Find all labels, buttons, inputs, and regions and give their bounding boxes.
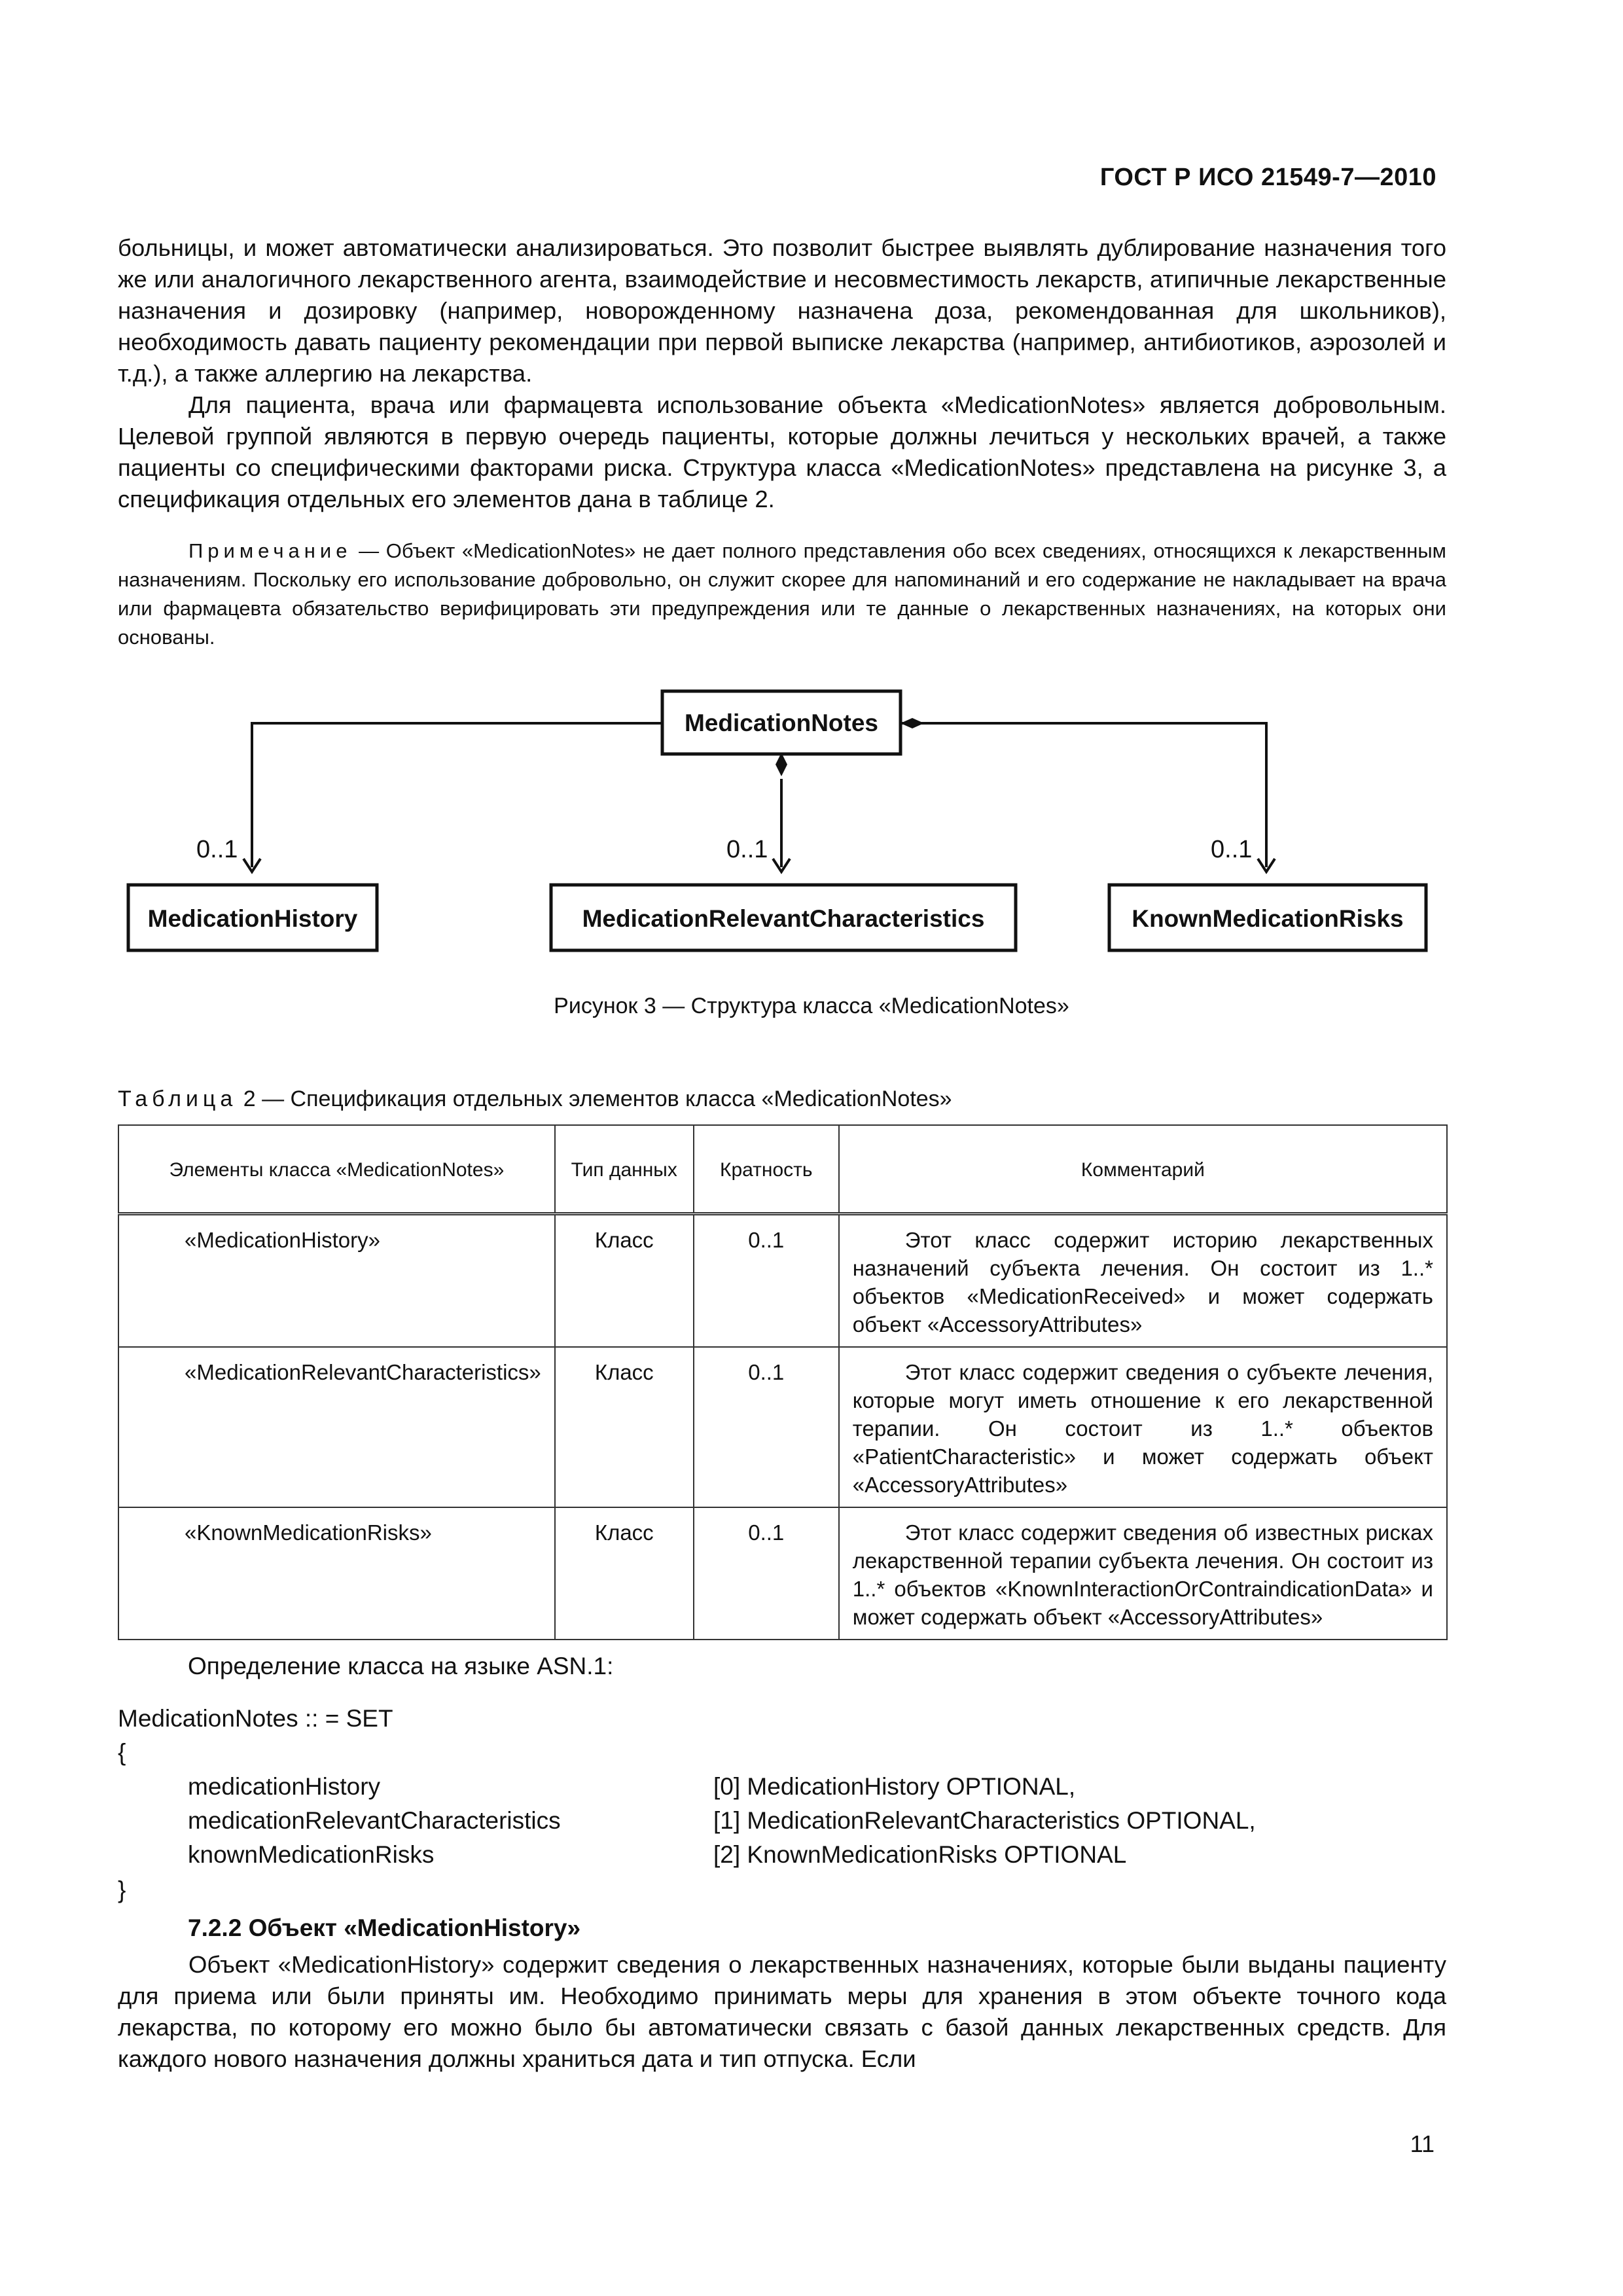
page-number: 11 [1410,2130,1435,2157]
asn-intro: Определение класса на языке ASN.1: [188,1653,614,1679]
asn-field-type: [0] MedicationHistory OPTIONAL, [713,1773,1076,1800]
spec-table [118,1124,1448,1640]
paragraph-1: больницы, и может автоматически анализироваться. Это позволит быстрее выявлять дублирование назначения того же или аналогичного лекарственного агента, взаимодействие и несовместимость лекарств, атипичные лекарственные назначения и дозировку (например, новорожденному назначена доза, рекомендованная для школьников), необходимость давать пациенту рекомендации при первой выписке лекарства (например, антибиотиков, аэрозолей и т.д.), а также аллергию на лекарства. [118,234,1446,387]
asn-field-type: [1] MedicationRelevantCharacteristics OPTIONAL, [713,1807,1256,1834]
header-comment: Комментарий [839,1125,1447,1214]
note-text: — Объект «MedicationNotes» не дает полного представления обо всех сведениях, относящихся к лекарственным назначениям. Поскольку его использование добровольно, он служит скорее для напоминаний и его содержание не накладывает на врача или фармацевта обязательство верифицировать эти предупреждения или те данные о лекарственных назначениях, на которых они основаны. [118,539,1446,649]
note-label: Примечание [188,539,352,562]
header-multiplicity: Кратность [694,1125,839,1214]
asn-field-name: medicationHistory [188,1773,381,1800]
paragraph-2: Для пациента, врача или фармацевта использование объекта «MedicationNotes» является добровольным. Целевой группой являются в первую очередь пациенты, которые должны лечиться у нескольких врачей, а также пациенты со специфическими факторами риска. Структура класса «MedicationNotes» представлена на рисунке 3, а спецификация отдельных его элементов дана в таблице 2. [118,391,1446,512]
link-history [252,723,661,867]
section-paragraph: Объект «MedicationHistory» содержит сведения о лекарственных назначениях, которые были выданы пациенту для приема или были приняты им. Необходимо принимать меры для хранения в этом объекте точного кода лекарства, по которому его можно было бы автоматически связать с базой данных лекарственных средств. Для каждого нового назначения должны храниться дата и тип отпуска. Если [118,1951,1446,2072]
cell-type: Класс [555,1347,694,1507]
aggregation-diamond-right [901,718,924,728]
cell-element: «MedicationRelevantCharacteristics» [118,1347,555,1507]
document-code: ГОСТ Р ИСО 21549-7—2010 [1099,164,1436,191]
label-known-medication-risks: KnownMedicationRisks [1132,905,1404,932]
cell-comment: Этот класс содержит сведения о субъекте лечения, которые могут иметь отношение к его лекарственной терапии. Он состоит из 1..* объектов «PatientCharacteristic» и может содержать объект «AccessoryAttributes» [839,1347,1447,1507]
figure-caption: Рисунок 3 — Структура класса «MedicationNotes» [554,994,1069,1018]
body-text-top [118,232,1446,515]
note [118,537,1446,652]
asn-field-name: medicationRelevantCharacteristics [188,1807,561,1834]
section-heading: 7.2.2 Объект «MedicationHistory» [188,1914,581,1941]
table-row [118,1347,1447,1507]
cell-comment: Этот класс содержит историю лекарственных назначений субъекта лечения. Он состоит из 1..* объектов «MedicationReceived» и может содержать объект «AccessoryAttributes» [839,1214,1447,1348]
multiplicity-risks: 0..1 [1211,836,1253,863]
header-type: Тип данных [555,1125,694,1214]
cell-multiplicity: 0..1 [694,1507,839,1640]
cell-type: Класс [555,1507,694,1640]
asn-field-type: [2] KnownMedicationRisks OPTIONAL [713,1841,1127,1868]
cell-multiplicity: 0..1 [694,1347,839,1507]
table-row [118,1214,1447,1348]
asn-close-brace: } [118,1876,126,1903]
aggregation-diamond-bottom [776,753,787,776]
table-caption-text: 2 — Спецификация отдельных элементов класса «MedicationNotes» [237,1086,952,1111]
label-medication-history: MedicationHistory [147,905,358,932]
asn-field-name: knownMedicationRisks [188,1841,435,1868]
multiplicity-history: 0..1 [196,836,238,863]
cell-comment: Этот класс содержит сведения об известных рисках лекарственной терапии субъекта лечения. Он состоит из 1..* объектов «KnownInteractionOrContraindicationData» и может содержать объект «AccessoryAttributes» [839,1507,1447,1640]
cell-type: Класс [555,1214,694,1348]
table-row [118,1507,1447,1640]
label-medication-relevant-characteristics: MedicationRelevantCharacteristics [582,905,985,932]
table-header-row [118,1125,1447,1214]
table-caption-label: Таблица [118,1086,238,1111]
asn-declaration: MedicationNotes :: = SET [118,1705,393,1732]
class-diagram [0,668,1623,969]
asn-open-brace: { [118,1739,126,1766]
header-elements: Элементы класса «MedicationNotes» [118,1125,555,1214]
section-body [118,1949,1446,2075]
table-caption [118,1086,952,1112]
label-medication-notes: MedicationNotes [684,709,879,736]
cell-element: «MedicationHistory» [118,1214,555,1348]
multiplicity-characteristics: 0..1 [726,836,768,863]
cell-multiplicity: 0..1 [694,1214,839,1348]
cell-element: «KnownMedicationRisks» [118,1507,555,1640]
